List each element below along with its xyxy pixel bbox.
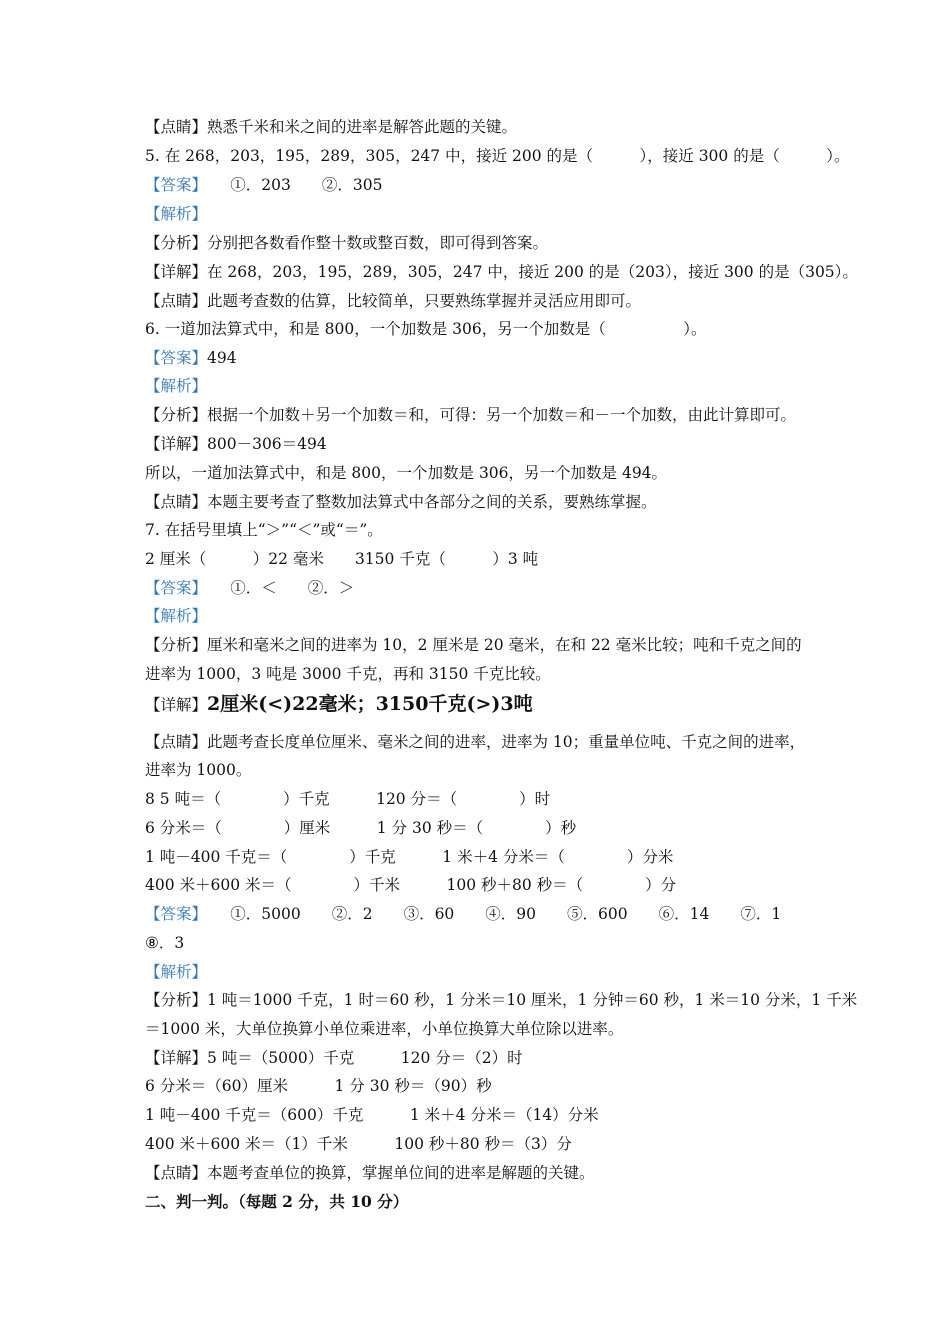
text-line: ＝1000 米，大单位换算小单位乘进率，小单位换算大单位除以进率。 <box>145 1020 624 1038</box>
text-line: 所以，一道加法算式中，和是 800，一个加数是 306，另一个加数是 494。 <box>145 464 668 482</box>
text-line: 进率为 1000，3 吨是 3000 千克，再和 3150 千克比较。 <box>145 665 551 683</box>
text-line: 2 厘米（ ）22 毫米 3150 千克（ ）3 吨 <box>145 550 539 568</box>
text-line: 6 分米＝（60）厘米 1 分 30 秒＝（90）秒 <box>145 1077 492 1095</box>
text-line: 【分析】1 吨＝1000 千克，1 时＝60 秒，1 分米＝10 厘米，1 分钟＝60 秒，1 米＝10 分米，1 千米 <box>145 991 858 1009</box>
text-line: 【详解】在 268，203，195，289，305，247 中，接近 200 的是（203），接近 300 的是（305）。 <box>145 263 858 281</box>
text-line: 【点睛】熟悉千米和米之间的进率是解答此题的关键。 <box>145 118 518 136</box>
text-line: 【点睛】此题考查长度单位厘米、毫米之间的进率，进率为 10；重量单位吨、千克之间的进率， <box>145 733 806 751</box>
text-line: 【分析】根据一个加数＋另一个加数＝和，可得：另一个加数＝和－一个加数，由此计算即可。 <box>145 406 797 424</box>
question-8: 8 5 吨＝（ ）千克 120 分＝（ ）时 <box>145 790 551 808</box>
answer-line <box>145 904 781 924</box>
text-line: 进率为 1000。 <box>145 761 252 779</box>
detail-line <box>145 694 533 715</box>
detail-label: 【详解】 <box>145 696 208 714</box>
text-line: 【分析】厘米和毫米之间的进率为 10，2 厘米是 20 毫米，在和 22 毫米比较；吨和千克之间的 <box>145 636 802 654</box>
question-7: 7. 在括号里填上“＞”“＜”或“＝”。 <box>145 521 383 539</box>
text-line: 【详解】800－306＝494 <box>145 435 327 453</box>
text-line: 【分析】分别把各数看作整十数或整百数，即可得到答案。 <box>145 234 549 252</box>
answer-value: 494 <box>207 349 237 367</box>
text-line: 400 米＋600 米＝（ ）千米 100 秒＋80 秒＝（ ）分 <box>145 876 677 894</box>
answer-label: 【答案】 <box>145 176 200 194</box>
analysis-label: 【解析】 <box>145 205 208 223</box>
text-line: 1 吨－400 千克＝（600）千克 1 米＋4 分米＝（14）分米 <box>145 1106 599 1124</box>
answer-value: ①．203 ②．305 <box>199 176 383 194</box>
answer-value: ①．5000 ②．2 ③．60 ④．90 ⑤．600 ⑥．14 ⑦．1 <box>199 905 782 923</box>
text-line: 【点睛】本题考查单位的换算，掌握单位间的进率是解题的关键。 <box>145 1164 595 1182</box>
analysis-label: 【解析】 <box>145 963 208 981</box>
answer-line <box>145 175 382 195</box>
section-heading: 二、判一判。（每题 2 分，共 10 分） <box>145 1192 409 1211</box>
answer-label: 【答案】 <box>145 349 208 367</box>
text-line: 1 吨－400 千克＝（ ）千克 1 米＋4 分米＝（ ）分米 <box>145 848 674 866</box>
question-6: 6. 一道加法算式中，和是 800，一个加数是 306，另一个加数是（ ）。 <box>145 320 707 338</box>
answer-line <box>145 578 354 598</box>
answer-line <box>145 348 237 368</box>
analysis-label: 【解析】 <box>145 607 208 625</box>
detail-expression: 2厘米(<)22毫米；3150千克(>)3吨 <box>207 693 533 715</box>
text-line: 【详解】5 吨＝（5000）千克 120 分＝（2）时 <box>145 1049 523 1067</box>
answer-label: 【答案】 <box>145 905 200 923</box>
text-line: 【点睛】此题考查数的估算，比较简单，只要熟练掌握并灵活应用即可。 <box>145 292 642 310</box>
text-line: 400 米＋600 米＝（1）千米 100 秒＋80 秒＝（3）分 <box>145 1135 572 1153</box>
text-line: 6 分米＝（ ）厘米 1 分 30 秒＝（ ）秒 <box>145 819 577 837</box>
answer-label: 【答案】 <box>145 579 200 597</box>
question-5: 5. 在 268，203，195，289，305，247 中，接近 200 的是（ ），接近 300 的是（ ）。 <box>145 147 850 165</box>
analysis-label: 【解析】 <box>145 377 208 395</box>
text-line: ⑧．3 <box>145 934 185 952</box>
text-line: 【点睛】本题主要考查了整数加法算式中各部分之间的关系，要熟练掌握。 <box>145 493 657 511</box>
answer-value: ①．＜ ②．＞ <box>199 579 355 597</box>
